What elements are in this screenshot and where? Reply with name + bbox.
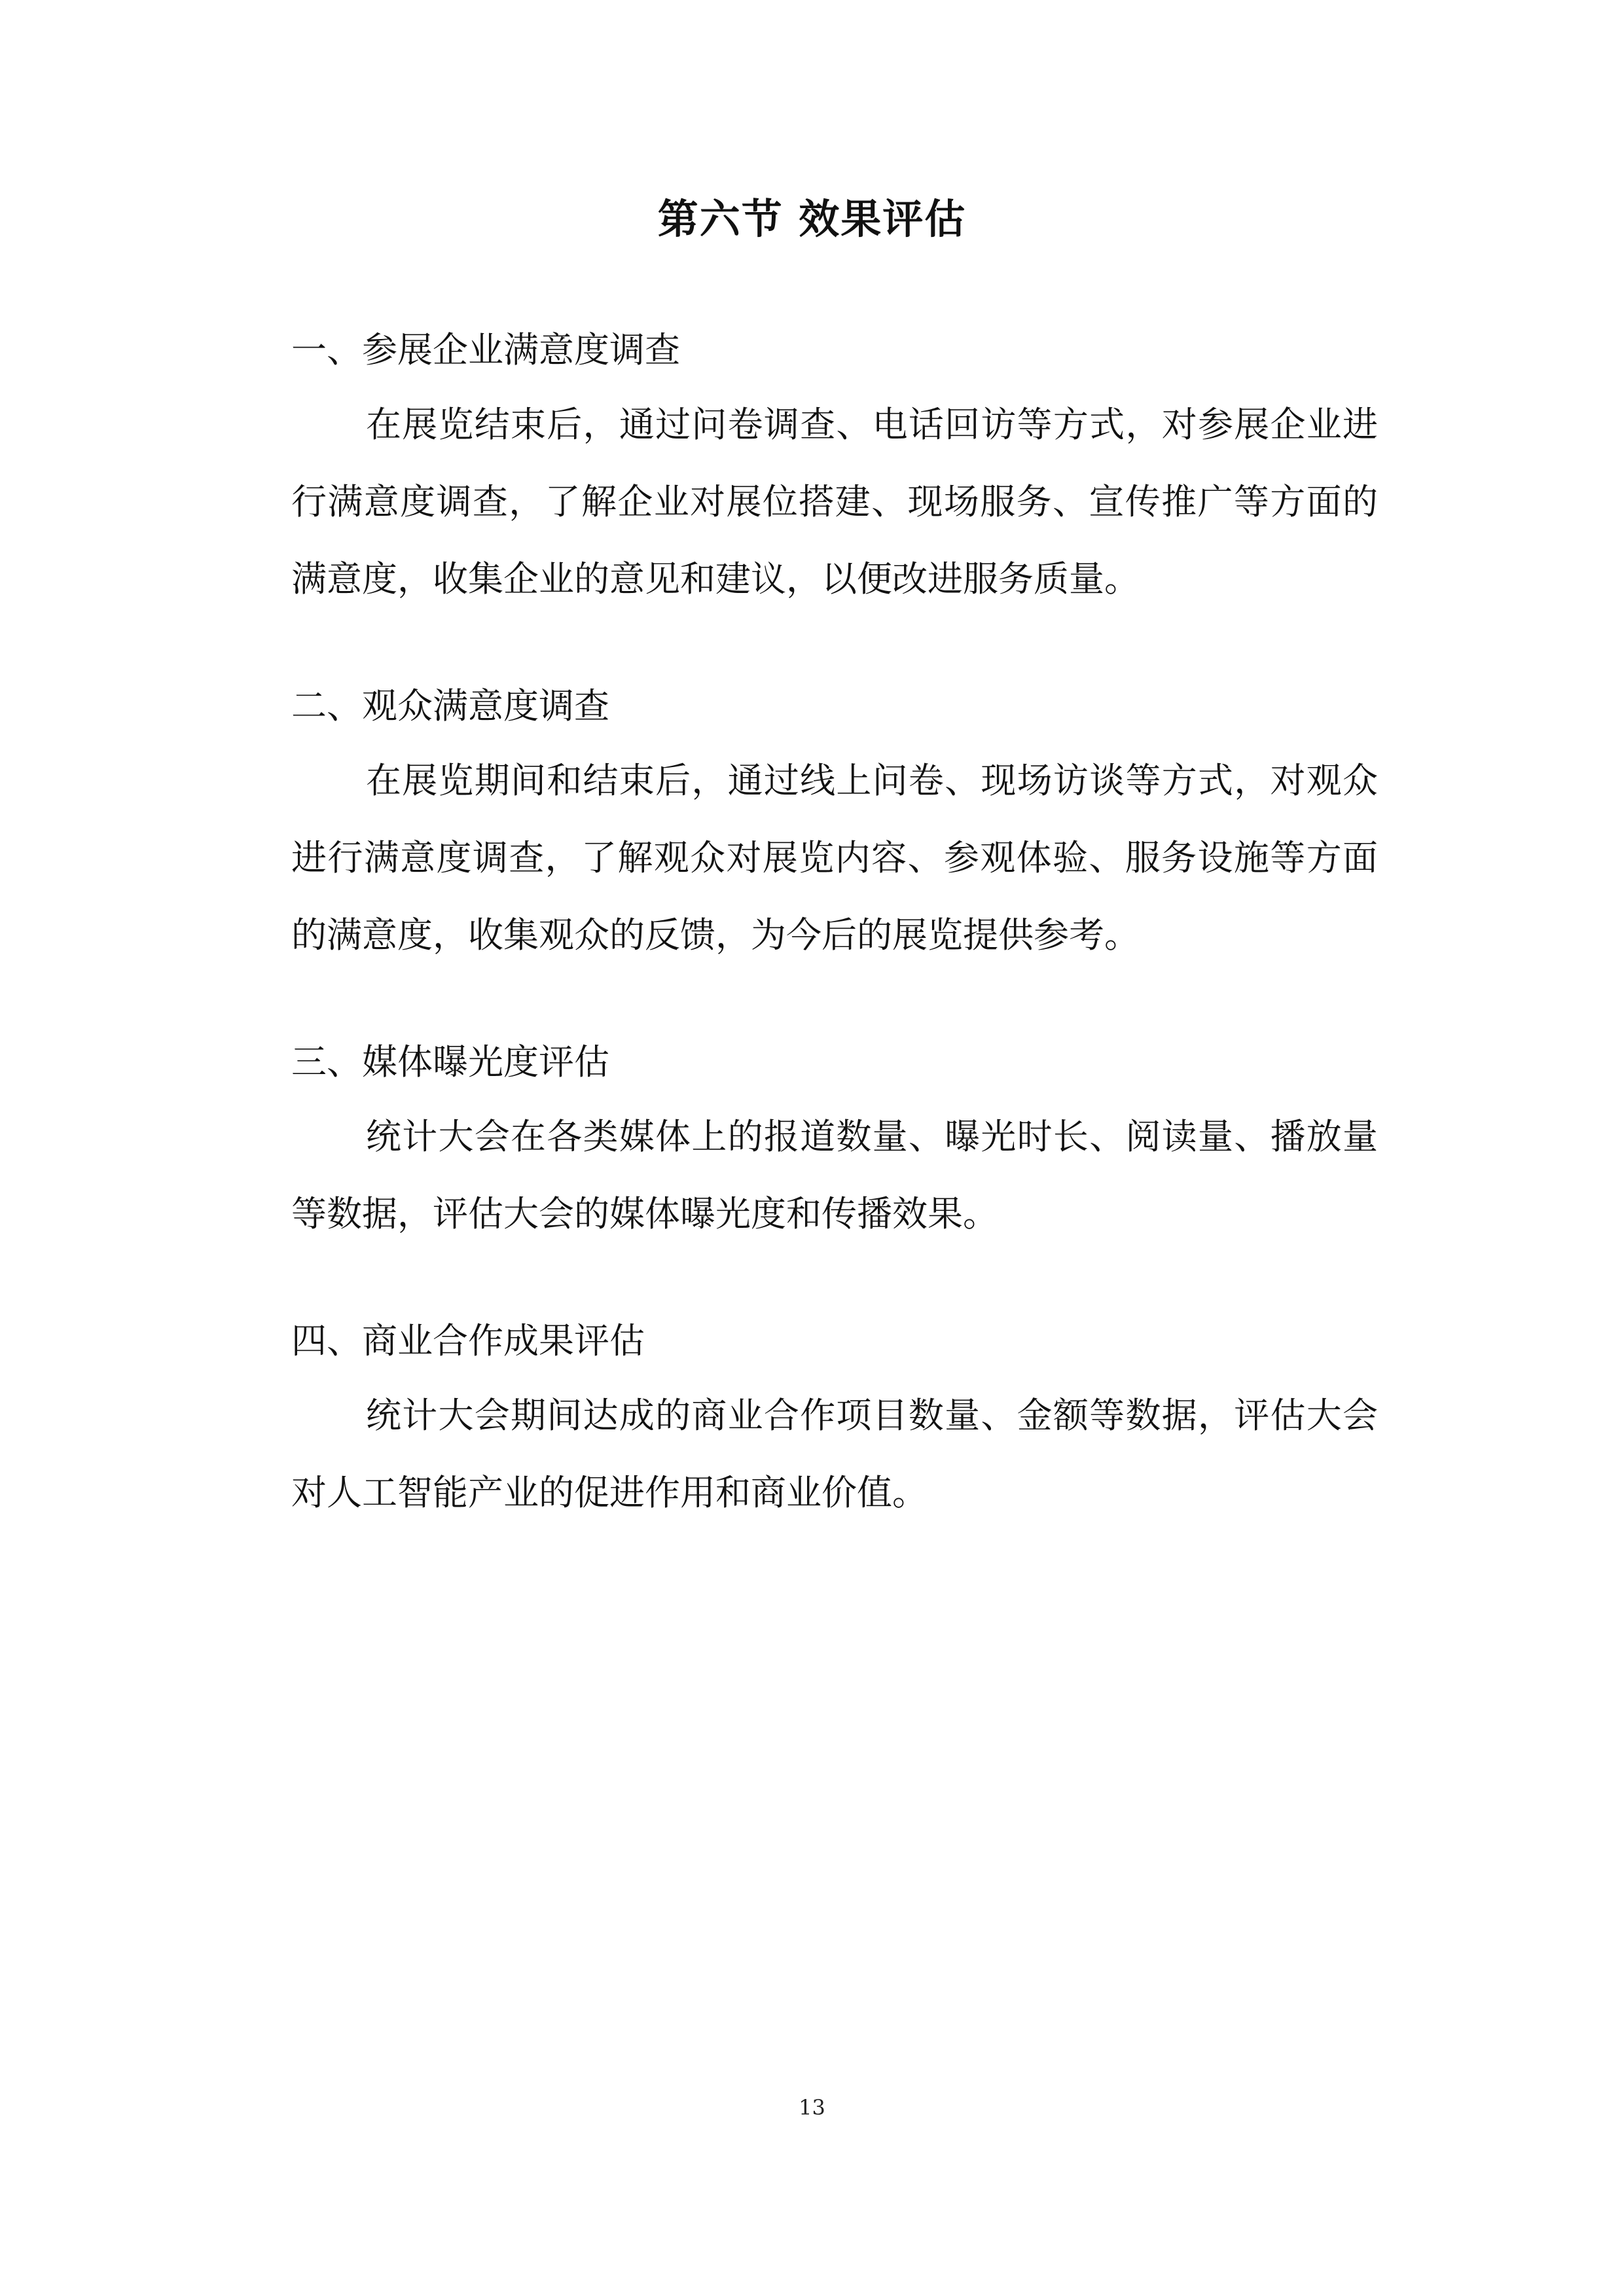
subsection-paragraph: 统计大会在各类媒体上的报道数量、曝光时长、阅读量、播放量等数据，评估大会的媒体曝光度和传播效果。 xyxy=(291,1116,1378,1234)
subsection-audience-satisfaction xyxy=(291,670,1378,974)
subsection-paragraph: 在展览期间和结束后，通过线上问卷、现场访谈等方式，对观众进行满意度调查，了解观众对展览内容、参观体验、服务设施等方面的满意度，收集观众的反馈，为今后的展览提供参考。 xyxy=(291,760,1378,956)
section-title: 第六节 效果评估 xyxy=(657,195,967,243)
subsection-paragraph: 在展览结束后，通过问卷调查、电话回访等方式，对参展企业进行满意度调查，了解企业对展位搭建、现场服务、宣传推广等方面的满意度，收集企业的意见和建议，以便改进服务质量。 xyxy=(291,404,1378,600)
subsection-paragraph: 统计大会期间达成的商业合作项目数量、金额等数据，评估大会对人工智能产业的促进作用和商业价值。 xyxy=(291,1395,1378,1513)
subsection-media-exposure xyxy=(291,1026,1378,1253)
subsection-heading: 二、观众满意度调查 xyxy=(291,685,609,726)
subsection-business-cooperation xyxy=(291,1305,1378,1532)
subsection-exhibitor-satisfaction xyxy=(291,314,1378,618)
subsection-heading: 三、媒体曝光度评估 xyxy=(291,1041,609,1083)
subsection-heading: 四、商业合作成果评估 xyxy=(291,1320,645,1361)
subsection-heading: 一、参展企业满意度调查 xyxy=(291,329,680,370)
document-body xyxy=(291,314,1378,1584)
page-number: 13 xyxy=(799,2095,825,2120)
